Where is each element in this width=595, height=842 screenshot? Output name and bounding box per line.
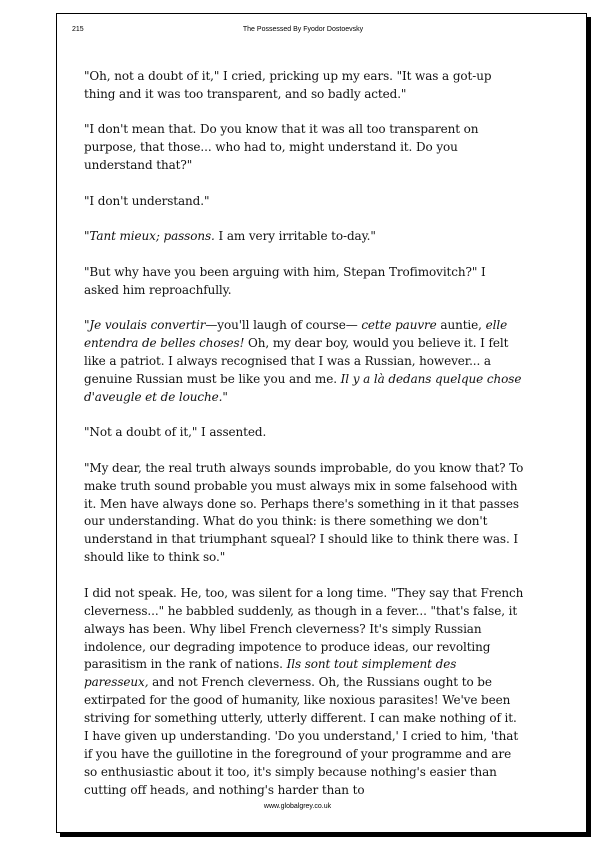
paragraph [84, 121, 524, 175]
text-run: Oh, my dear boy, would you believe it. I felt like a patriot. I always recognised that I was a Russian, however... a genuine Russian must be like you and me. [84, 336, 509, 386]
text-run: " [222, 389, 228, 404]
italic-text-run: Je voulais convertir [89, 318, 206, 333]
italic-text-run: Ils sont tout simplement des paresseux, [84, 657, 457, 690]
page-number: 215 [72, 26, 84, 33]
paragraph [84, 317, 524, 407]
text-run: auntie, [436, 318, 486, 333]
text-run: "My dear, the real truth always sounds improbable, do you know that? To make truth sound probable you must always mix in some falsehood with it. Men have always done so. Perhaps there's something in it that passes our understanding. What do you think: is there something we don't understand in that triumphant squeal? I should like to think there was. I should like to think so." [84, 460, 524, 565]
italic-text-run: Tant mieux; passons. [89, 229, 215, 244]
page-footer[interactable] [0, 803, 595, 810]
page-header [72, 26, 534, 38]
page-body [84, 68, 524, 817]
italic-text-run: Il y a là dedans quelque chose d'aveugle et de louche. [84, 371, 522, 404]
italic-text-run: elle entendra de belles choses! [84, 318, 508, 351]
text-run: —you'll laugh of course— [205, 318, 362, 333]
paragraph [84, 424, 524, 442]
text-run: " [84, 318, 90, 333]
italic-text-run: cette pauvre [361, 318, 437, 333]
footer-link[interactable]: www.globalgrey.co.uk [263, 803, 332, 810]
text-run: "I don't understand." [84, 193, 210, 208]
text-run: "I don't mean that. Do you know that it was all too transparent on purpose, that those... who had to, might understand it. Do you understand that?" [84, 122, 479, 173]
text-run: I did not speak. He, too, was silent for a long time. "They say that French cleverness..." he babbled suddenly, as though in a fever... "that's false, it always has been. Why libel French cleverness? It's simply Russian indolence, our degrading impotence to produce ideas, our revolting parasitism in the rank of nations. [84, 585, 524, 672]
paragraph [84, 193, 524, 211]
paragraph [84, 264, 524, 300]
paragraph [84, 460, 524, 567]
book-title: The Possessed By Fyodor Dostoevsky [242, 26, 364, 33]
text-run: "But why have you been arguing with him, Stepan Trofimovitch?" I asked him reproachfully. [84, 264, 486, 297]
paragraph [84, 585, 524, 800]
paragraph [84, 68, 524, 104]
text-run: " [84, 229, 90, 244]
text-run: and not French cleverness. Oh, the Russians ought to be extirpated for the good of humanity, like noxious parasites! We've been striving for something utterly, utterly different. I can make nothing of it. I have given up understanding. 'Do you understand,' I cried to him, 'that if you have the guillotine in the foreground of your programme and are so enthusiastic about it too, it's simply because nothing's easier than cutting off heads, and nothing's harder than to [84, 675, 519, 797]
paragraph [84, 228, 524, 246]
text-run: "Oh, not a doubt of it," I cried, pricking up my ears. "It was a got-up thing and it was too transparent, and so badly acted." [84, 69, 492, 101]
text-run: "Not a doubt of it," I assented. [84, 425, 267, 440]
text-run: I am very irritable to-day." [214, 229, 376, 244]
